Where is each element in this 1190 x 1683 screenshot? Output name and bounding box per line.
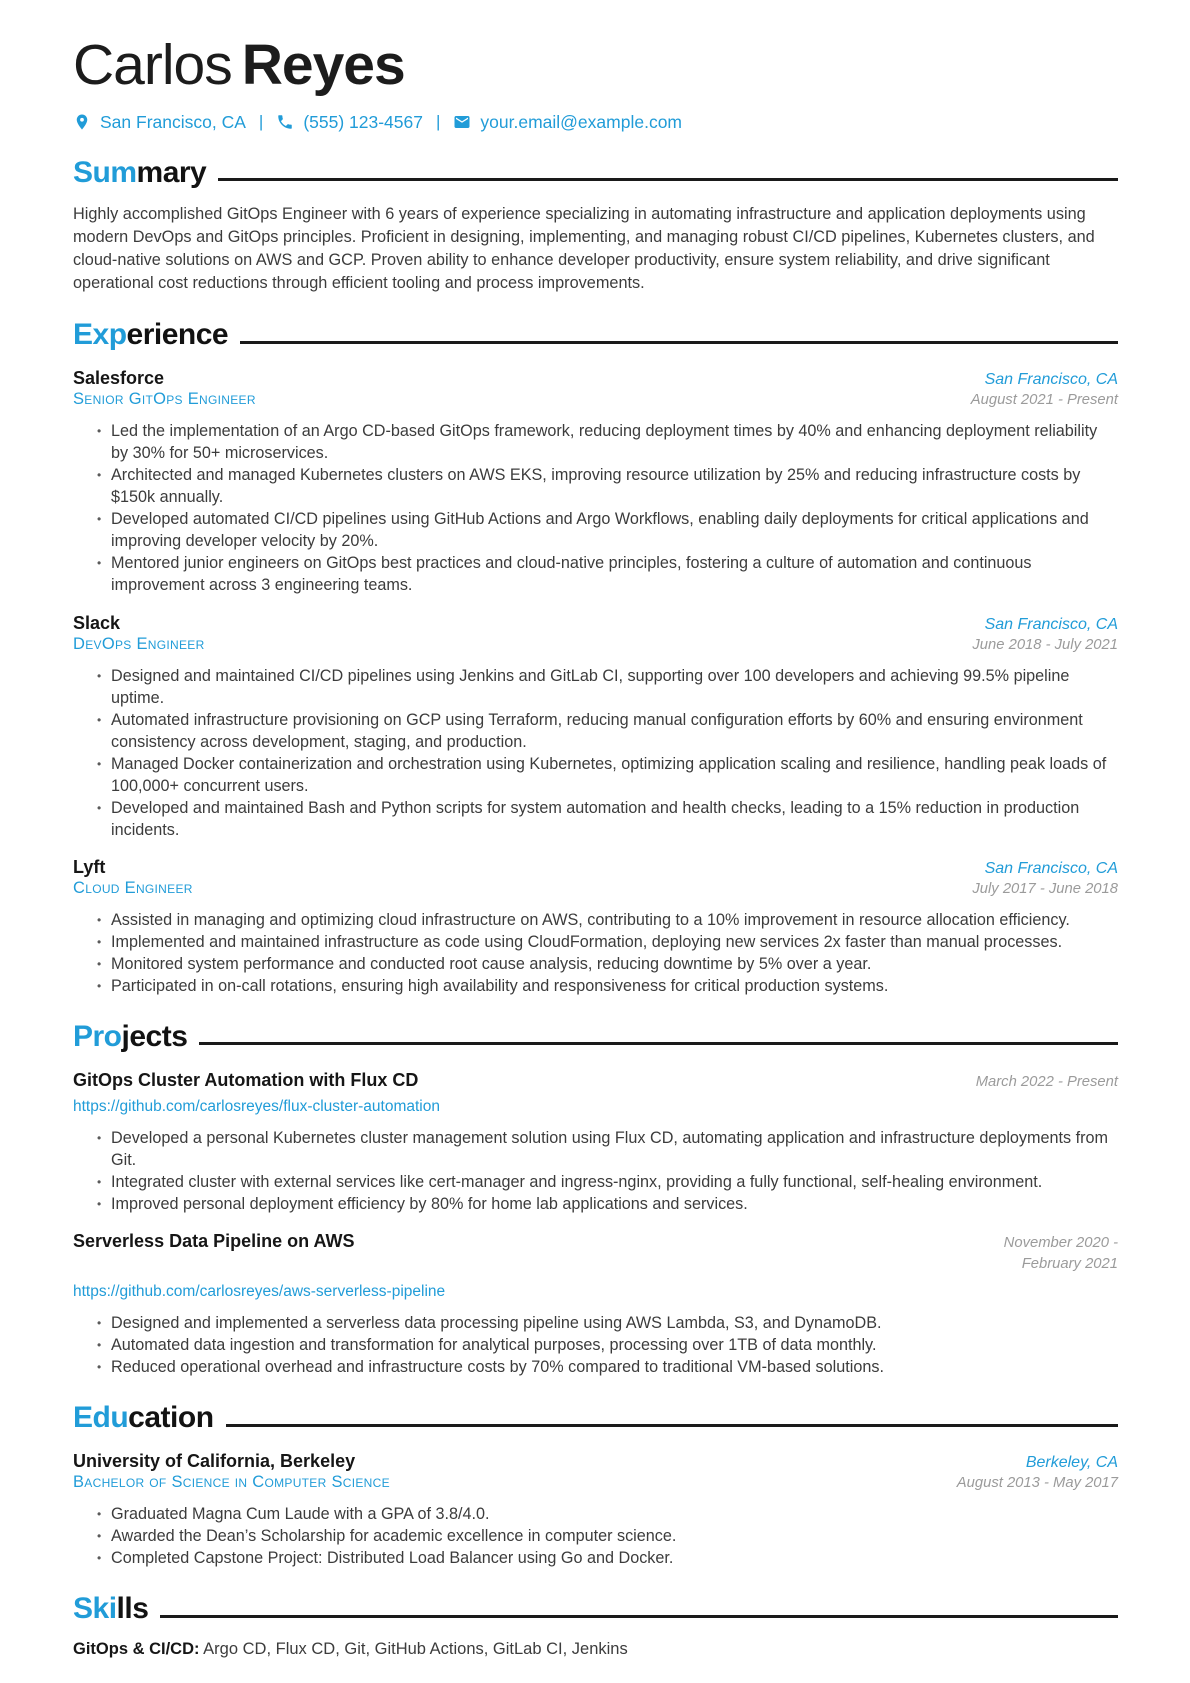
job-title: Cloud Engineer: [73, 878, 193, 897]
contact-separator: |: [435, 112, 441, 132]
contact-location: [73, 112, 246, 133]
experience-entry: [73, 613, 1118, 841]
company-name: Salesforce: [73, 368, 165, 389]
bullet-item: • Architected and managed Kubernetes clusters on AWS EKS, improving resource utilization by 25% and reducing infrastructure costs by $150k annually.: [111, 464, 1118, 508]
last-name: Reyes: [241, 33, 405, 97]
bullet-item: • Reduced operational overhead and infrastructure costs by 70% compared to traditional VM-based solutions.: [111, 1356, 1118, 1378]
job-location: San Francisco, CA: [984, 859, 1118, 877]
skill-category-label: GitOps & CI/CD:: [73, 1640, 200, 1659]
bullet-item: • Implemented and maintained infrastructure as code using CloudFormation, deploying new services 2x faster than manual processes.: [111, 931, 1118, 953]
project-link[interactable]: https://github.com/carlosreyes/flux-cluster-automation: [73, 1097, 440, 1115]
project-bullets: [73, 1127, 1118, 1215]
location-pin-icon: [73, 113, 91, 131]
company-name: Slack: [73, 612, 121, 633]
bullet-item: • Designed and implemented a serverless data processing pipeline using AWS Lambda, S3, and DynamoDB.: [111, 1312, 1118, 1334]
section-skills: [73, 1592, 1118, 1659]
bullet-item: • Designed and maintained CI/CD pipelines using Jenkins and GitLab CI, supporting over 100 developers and achieving 99.5% pipeline uptime.: [111, 665, 1118, 709]
contact-separator: |: [258, 112, 264, 132]
education-heading: [73, 1401, 1118, 1435]
job-title: Senior GitOps Engineer: [73, 390, 256, 409]
first-name: Carlos: [73, 33, 232, 97]
candidate-name: [73, 34, 1118, 97]
contact-row: [73, 112, 1118, 133]
bullet-item: • Developed automated CI/CD pipelines using GitHub Actions and Argo Workflows, enabling daily deployments for critical applications and improving developer velocity by 20%.: [111, 508, 1118, 552]
heading-rule: [160, 1615, 1118, 1618]
skills-line: [73, 1640, 1118, 1659]
skill-values: Argo CD, Flux CD, Git, GitHub Actions, GitLab CI, Jenkins: [199, 1640, 628, 1659]
project-dates: March 2022 - Present: [975, 1073, 1118, 1090]
education-title: Education: [73, 1401, 214, 1434]
education-dates: August 2013 - May 2017: [956, 1475, 1118, 1491]
email-envelope-icon: [453, 113, 471, 131]
bullet-item: • Awarded the Dean’s Scholarship for academic excellence in computer science.: [111, 1525, 1118, 1547]
project-dates: November 2020 - February 2021: [1003, 1235, 1118, 1273]
bullet-item: • Mentored junior engineers on GitOps best practices and cloud-native principles, fostering a culture of automation and continuous improvement across 3 engineering teams.: [111, 552, 1118, 596]
project-bullets: [73, 1312, 1118, 1378]
bullet-item: • Completed Capstone Project: Distributed Load Balancer using Go and Docker.: [111, 1547, 1118, 1569]
bullet-item: • Integrated cluster with external services like cert-manager and ingress-nginx, providing a fully functional, self-healing environment.: [111, 1171, 1118, 1193]
job-dates: July 2017 - June 2018: [972, 880, 1118, 897]
heading-rule: [226, 1424, 1118, 1427]
project-entry: [73, 1231, 1118, 1378]
section-education: [73, 1401, 1118, 1569]
bullet-item: • Developed and maintained Bash and Python scripts for system automation and health checks, leading to a 15% reduction in production incidents.: [111, 797, 1118, 841]
project-name: GitOps Cluster Automation with Flux CD: [73, 1069, 419, 1090]
job-bullets: [73, 665, 1118, 841]
job-bullets: [73, 909, 1118, 997]
bullet-item: • Monitored system performance and conducted root cause analysis, reducing downtime by 5% over a year.: [111, 953, 1118, 975]
summary-heading: [73, 156, 1118, 190]
phone-icon: [276, 113, 294, 131]
section-summary: [73, 156, 1118, 296]
education-entry: [73, 1451, 1118, 1569]
bullet-item: • Automated data ingestion and transformation for analytical purposes, processing over 1TB of data monthly.: [111, 1334, 1118, 1356]
job-location: San Francisco, CA: [984, 615, 1118, 633]
bullet-item: • Led the implementation of an Argo CD-based GitOps framework, reducing deployment times by 40% and enhancing deployment reliability by 30% for 50+ microservices.: [111, 420, 1118, 464]
section-projects: [73, 1020, 1118, 1378]
experience-title: Experience: [73, 318, 229, 352]
heading-rule: [199, 1042, 1118, 1045]
education-bullets: [73, 1503, 1118, 1569]
contact-email[interactable]: [453, 112, 682, 133]
job-dates: June 2018 - July 2021: [972, 636, 1118, 653]
school-location: Berkeley, CA: [1025, 1454, 1118, 1471]
company-name: Lyft: [73, 856, 106, 877]
bullet-item: • Automated infrastructure provisioning on GCP using Terraform, reducing manual configuration efforts by 60% and ensuring environment consistency across development, staging, and production.: [111, 709, 1118, 753]
project-link[interactable]: https://github.com/carlosreyes/aws-serverless-pipeline: [73, 1282, 446, 1300]
bullet-item: • Participated in on-call rotations, ensuring high availability and responsiveness for critical production systems.: [111, 975, 1118, 997]
heading-rule: [218, 178, 1118, 181]
project-entry: [73, 1070, 1118, 1215]
job-location: San Francisco, CA: [984, 371, 1118, 389]
projects-title: Projects: [73, 1019, 188, 1053]
projects-heading: [73, 1020, 1118, 1054]
email-text: your.email@example.com: [480, 111, 682, 132]
degree: Bachelor of Science in Computer Science: [73, 1473, 390, 1491]
skills-title: Skills: [73, 1592, 149, 1626]
bullet-item: • Developed a personal Kubernetes cluster management solution using Flux CD, automating application and infrastructure deployments from Git.: [111, 1127, 1118, 1171]
summary-title: Summary: [73, 155, 207, 189]
experience-entry: [73, 857, 1118, 997]
section-experience: [73, 318, 1118, 997]
bullet-item: • Managed Docker containerization and orchestration using Kubernetes, optimizing application scaling and resilience, handling peak loads of 100,000+ concurrent users.: [111, 753, 1118, 797]
summary-text: Highly accomplished GitOps Engineer with 6 years of experience specializing in automating infrastructure and application deployments using modern DevOps and GitOps principles. Proficient in designing, implementing, and managing robust CI/CD pipelines, Kubernetes clusters, and cloud-native solutions on AWS and GCP. Proven ability to enhance developer productivity, ensure system reliability, and drive significant operational cost reductions through efficient tooling and process improvements.: [73, 204, 1095, 293]
bullet-item: • Graduated Magna Cum Laude with a GPA of 3.8/4.0.: [111, 1503, 1118, 1525]
job-dates: August 2021 - Present: [970, 392, 1118, 409]
school-name: University of California, Berkeley: [73, 1451, 356, 1471]
job-bullets: [73, 420, 1118, 596]
experience-entry: [73, 368, 1118, 596]
bullet-item: • Improved personal deployment efficiency by 80% for home lab applications and services.: [111, 1193, 1118, 1215]
job-title: DevOps Engineer: [73, 634, 205, 653]
experience-heading: [73, 318, 1118, 352]
skills-heading: [73, 1592, 1118, 1626]
project-name: Serverless Data Pipeline on AWS: [73, 1231, 355, 1251]
contact-phone[interactable]: [276, 112, 423, 133]
location-text: San Francisco, CA: [100, 111, 246, 132]
phone-text: (555) 123-4567: [303, 111, 423, 132]
heading-rule: [240, 341, 1118, 344]
bullet-item: • Assisted in managing and optimizing cloud infrastructure on AWS, contributing to a 10% improvement in resource allocation efficiency.: [111, 909, 1118, 931]
